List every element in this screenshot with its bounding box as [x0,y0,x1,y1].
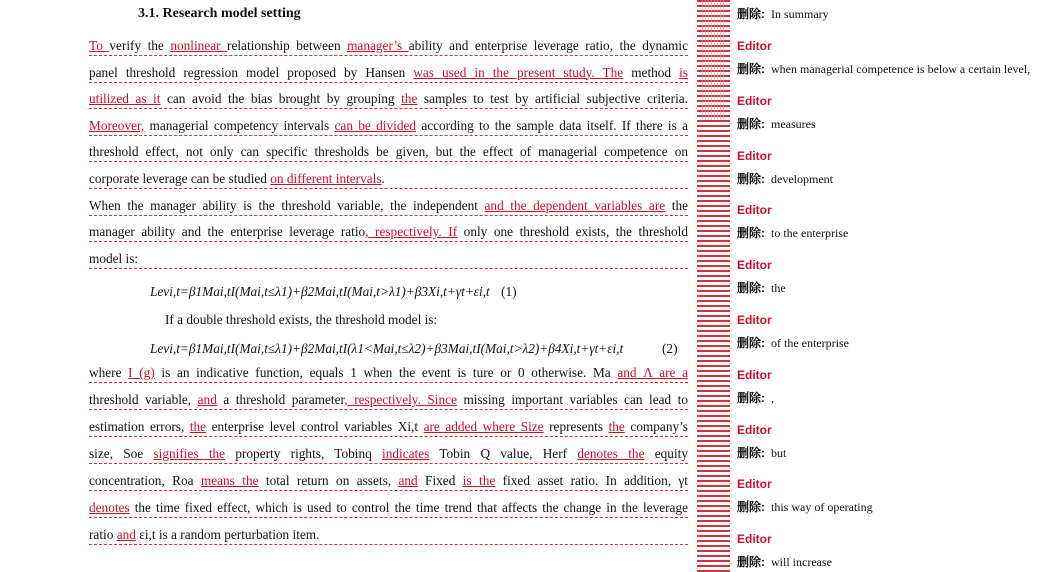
lines2-line [89,365,688,383]
text-run: relationship between [227,38,348,53]
inserted-text: means the [200,473,259,488]
text-run: size, Soe [89,446,154,461]
deleted-content: of the enterprise [771,336,849,350]
text-run: ratio [89,527,117,542]
inserted-text: and the dependent variables are [484,197,666,213]
inserted-text: can be divided [334,117,417,133]
inserted-text: was used in the present study. The [413,64,624,80]
deleted-content: In summary [771,7,829,21]
deleted-content: development [771,171,833,186]
comment-deleted-text[interactable] [737,115,816,132]
inserted-text: , respectively. Since [344,392,457,407]
text-run: estimation errors, [89,419,190,434]
inserted-text: and [116,527,136,542]
deleted-label: 删除: [737,116,765,131]
text-run: ability and enterprise leverage ratio, the dynamic [408,38,688,53]
text-run: threshold effect, not only can specific thresholds be given, but the effect of managerial competence on [89,144,688,160]
deleted-label: 删除: [737,336,765,350]
comment-author: Editor [737,532,772,547]
text-run: property rights, Tobinq [225,446,383,461]
text-run: fixed asset ratio. In addition, γt [495,473,688,488]
section-heading: 3.1. Research model setting [138,6,301,21]
text-run: enterprise level control variables Xi,t [206,419,424,434]
lines-line [89,198,688,216]
inserted-text: and [197,392,217,407]
comment-author: Editor [737,93,772,108]
markup-connector-lines [702,0,724,120]
lines-line [89,65,688,83]
lines-line [89,118,688,136]
comment-deleted-text[interactable] [737,389,774,406]
inserted-text: and Λ are a [617,365,688,380]
deleted-content: to the enterprise [771,226,849,241]
inserted-text: the [189,419,207,434]
deleted-label: 删除: [737,555,765,570]
text-run: When the manager ability is the threshold variable, the independent [89,197,485,213]
equation-2-number: (2) [662,341,678,356]
equation-1-number: (1) [501,284,517,299]
equation-2-text: Levi,t=β1Mai,tI(Mai,t≤λ1)+β2Mai,tI(λ1<Mai,t≤λ2)+β3Mai,tI(Mai,t>λ2)+β4Xi,t+γt+εi,t [150,341,624,356]
text-run: managerial competency intervals [144,117,335,133]
equation-1-text: Levi,t=β1Mai,tI(Mai,t≤λ1)+β2Mai,tI(Mai,t>λ1)+β3Xi,t+γt+εi,t [150,284,490,299]
deleted-label: 删除: [737,7,765,21]
inserted-text: nonlinear [170,38,228,53]
deleted-label: 删除: [737,445,765,460]
text-run: a threshold parameter [216,392,345,407]
text-run: company’s [624,419,688,434]
inserted-text: denotes the [577,446,645,461]
text-run: missing important variables can lead to [456,392,688,407]
text-run: corporate leverage can be studied [89,171,271,186]
text-run: concentration, Roa [89,473,201,488]
text-run: equity [644,446,688,461]
text-run: samples to test by artificial subjective criteria. [417,91,688,107]
lines2-line [89,446,688,464]
text-run: or 0 otherwise. Ma [493,365,618,380]
inserted-text: the [608,419,625,434]
inserted-text: To [89,38,110,53]
deleted-content: this way of operating [771,500,873,515]
inserted-text: denotes [89,500,130,515]
comment-deleted-text[interactable] [737,444,786,461]
text-run: panel threshold regression model proposed by Hansen [89,64,414,80]
text-run: represents [543,419,609,434]
comment-author: Editor [737,367,772,382]
text-run: the [665,197,688,213]
text-run: manager ability and the enterprise leverage ratio [89,224,366,240]
inserted-text: is the [462,473,496,488]
inserted-text: , respectively. If [365,224,458,240]
comment-author: Editor [737,39,772,53]
comment-deleted-text[interactable] [737,5,829,22]
text-run: εi,t is a random perturbation item. [135,527,320,542]
text-run: is an indicative function, equals 1 when the event is [154,365,473,380]
lines2-line [89,527,688,545]
text-run: only one threshold exists, the threshold [457,224,689,240]
text-run: verify the [109,38,171,53]
lines2-line [89,473,688,491]
comment-deleted-text[interactable] [737,170,833,187]
deleted-content: but [771,445,787,460]
comment-author: Editor [737,258,772,273]
comment-deleted-text[interactable] [737,224,848,241]
inserted-text: signifies the [153,446,226,461]
lines2-line [89,500,688,518]
deleted-label: 删除: [737,500,765,515]
comment-author: Editor [737,422,772,437]
text-run: . [381,171,385,186]
deleted-label: 删除: [737,390,765,405]
comment-deleted-text[interactable] [737,334,849,351]
comment-author: Editor [737,148,772,163]
inserted-text: on different intervals [270,171,382,186]
comment-author: Editor [737,477,772,492]
inserted-text: utilized as it [89,91,161,107]
text-run: model is: [89,250,139,266]
deleted-label: 删除: [737,171,765,186]
text-run: method [623,64,680,80]
deleted-label: 删除: [737,281,765,296]
text-run: Tobin Q value, Herf [429,446,578,461]
text-run: total return on assets, [258,473,399,488]
text-run: Fixed [417,473,463,488]
deleted-label: 删除: [737,62,765,76]
equation-1 [150,284,517,300]
lines-line [89,224,688,242]
text-run: the time fixed effect, which is used to control the time trend that affects the change in the leverage [129,500,688,515]
text-run: ture [472,365,494,380]
deleted-content: when managerial competence is below a certain level, [771,62,1031,76]
comment-deleted-text[interactable] [737,279,786,296]
comment-deleted-text[interactable] [737,553,832,570]
inserted-text: Moreover, [89,117,145,133]
deleted-content: will increase [771,555,832,570]
text-run: can avoid the bias brought by grouping [160,91,402,107]
inserted-text: I (g) [128,365,155,380]
inserted-text: are added where Size [423,419,544,434]
deleted-content: , [771,390,774,405]
lines-line [89,171,688,189]
equation-2 [150,341,623,357]
lines-line [89,144,688,162]
text-run: threshold variable, [89,392,198,407]
comment-author: Editor [737,203,772,218]
deleted-label: 删除: [737,226,765,241]
comment-author: Editor [737,313,772,327]
text-run: where [89,365,129,380]
inserted-text: is [679,64,688,80]
inserted-text: manager’s [347,38,409,53]
lines-line [89,38,688,56]
comment-deleted-text[interactable] [737,498,873,515]
lines2-line [89,419,688,437]
lines-line [89,251,688,269]
lines-line [89,91,688,109]
double-threshold-text: If a double threshold exists, the threshold model is: [165,312,438,327]
comment-deleted-text[interactable] [737,60,1030,77]
inserted-text: the [401,91,418,107]
lines2-line [89,392,688,410]
text-run: according to the sample data itself. If there is a [416,117,688,133]
deleted-content: the [771,281,786,296]
inserted-text: and [398,473,418,488]
deleted-content: measures [771,116,816,131]
inserted-text: indicates [382,446,430,461]
